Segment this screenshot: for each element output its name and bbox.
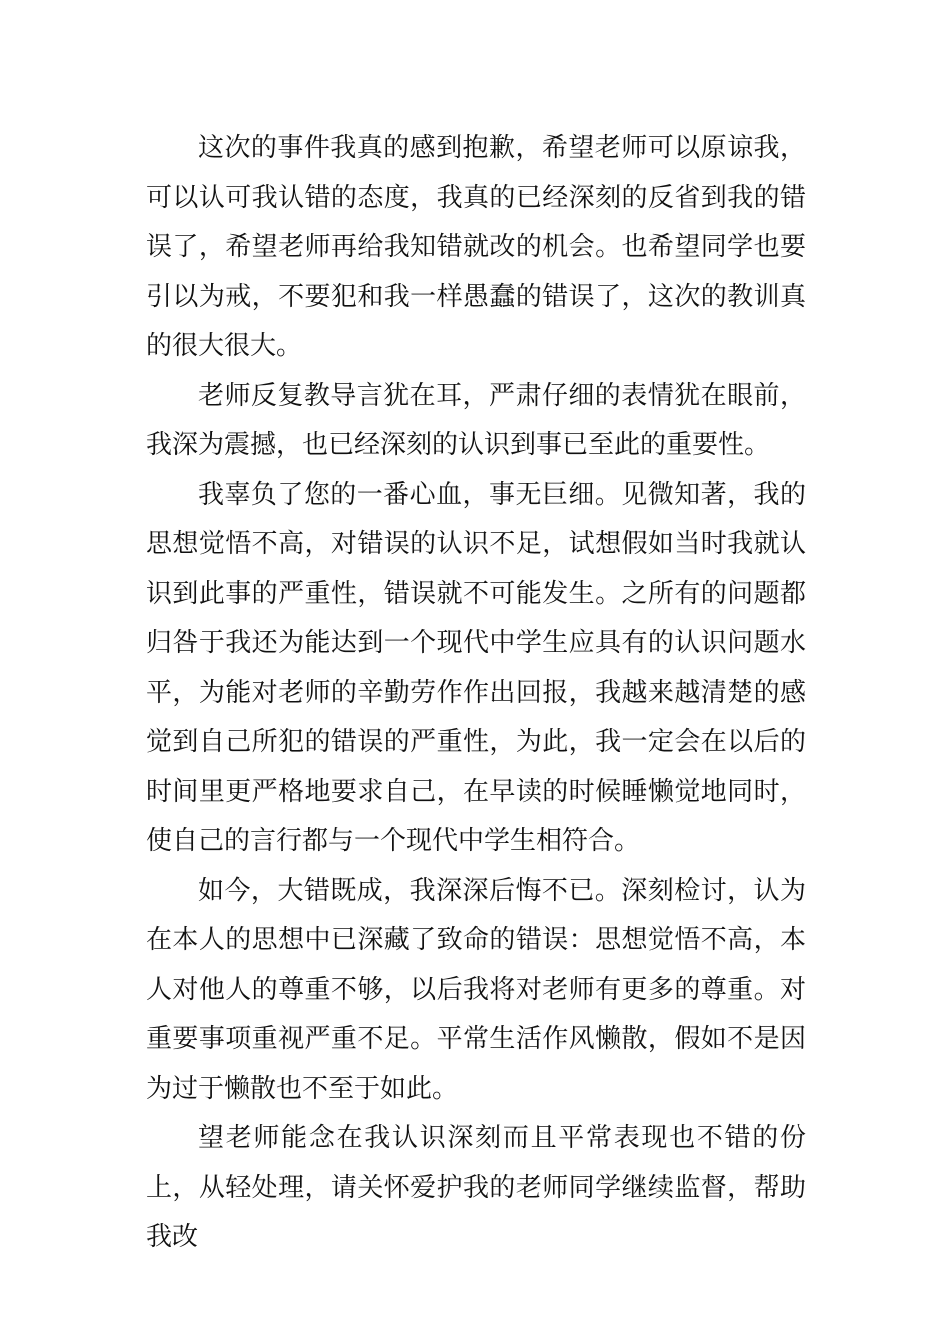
- paragraph-4: 如今，大错既成，我深深后悔不已。深刻检讨，认为在本人的思想中已深藏了致命的错误：思想觉悟不高，本人对他人的尊重不够，以后我将对老师有更多的尊重。对重要事项重视严重不足。平常生活作风懒散，假如不是因为过于懒散也不至于如此。: [146, 875, 806, 1104]
- paragraph-5: 望老师能念在我认识深刻而且平常表现也不错的份上，从轻处理，请关怀爱护我的老师同学继续监督，帮助我改: [146, 1123, 806, 1252]
- paragraph-2: 老师反复教导言犹在耳，严肃仔细的表情犹在眼前，我深为震撼，也已经深刻的认识到事已至此的重要性。: [146, 380, 806, 460]
- paragraph-3: 我辜负了您的一番心血，事无巨细。见微知著，我的思想觉悟不高，对错误的认识不足，试想假如当时我就认识到此事的严重性，错误就不可能发生。之所有的问题都归咎于我还为能达到一个现代中学生应具有的认识问题水平，为能对老师的辛勤劳作作出回报，我越来越清楚的感觉到自己所犯的错误的严重性，为此，我一定会在以后的时间里更严格地要求自己，在早读的时候睡懒觉地同时，使自己的言行都与一个现代中学生相符合。: [146, 479, 806, 856]
- document-body: [146, 124, 806, 1263]
- paragraph-1: 这次的事件我真的感到抱歉，希望老师可以原谅我，可以认可我认错的态度，我真的已经深刻的反省到我的错误了，希望老师再给我知错就改的机会。也希望同学也要引以为戒，不要犯和我一样愚蠢的错误了，这次的教训真的很大很大。: [146, 133, 806, 361]
